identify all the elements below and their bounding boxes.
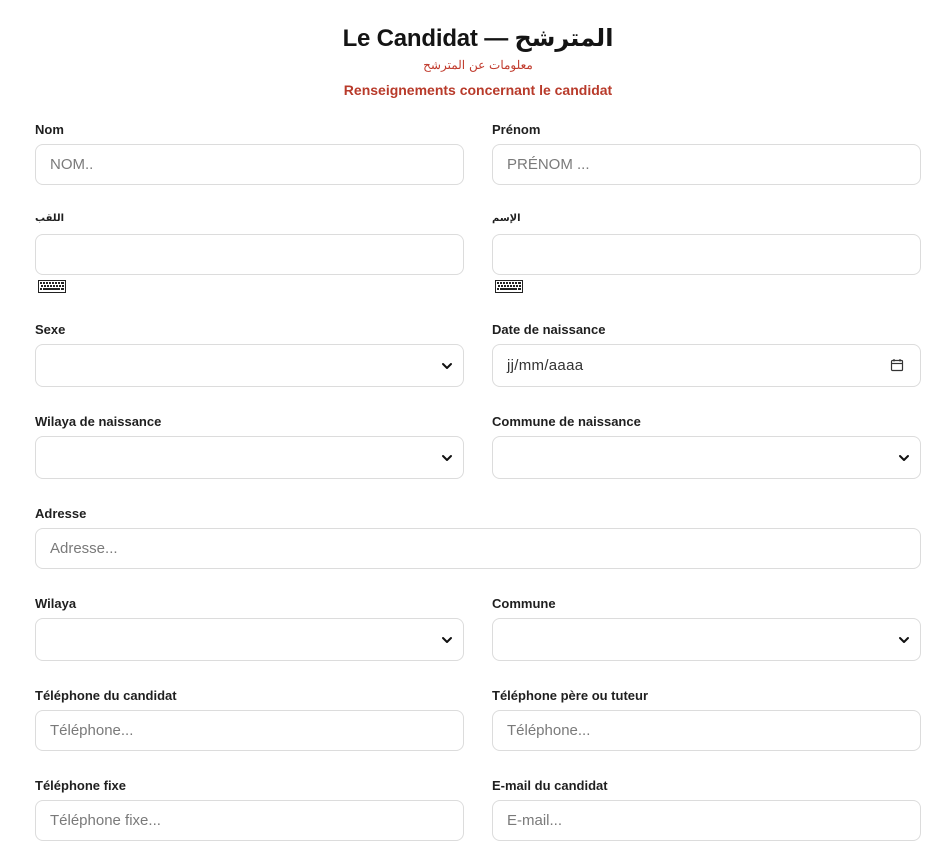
sexe-label: Sexe: [35, 322, 66, 337]
chevron-down-icon: [441, 360, 453, 372]
prenom-field: [492, 122, 921, 173]
keyboard-icon[interactable]: [38, 280, 66, 293]
wilaya-label: Wilaya: [35, 596, 77, 611]
ism-input[interactable]: [492, 234, 921, 275]
laqab-field: [35, 211, 464, 227]
prenom-label: Prénom: [492, 122, 541, 137]
adresse-label: Adresse: [35, 506, 87, 521]
prenom-placeholder: PRÉNOM ...: [507, 156, 590, 173]
nom-placeholder: NOM..: [50, 156, 94, 173]
date-placeholder: jj/mm/aaaa: [507, 357, 584, 374]
email-input[interactable]: [492, 800, 921, 841]
tel-candidat-input[interactable]: [35, 710, 464, 751]
commune-naissance-select[interactable]: [492, 436, 921, 479]
wilaya-field: [35, 596, 464, 612]
nom-input[interactable]: [35, 144, 464, 185]
ism-label: الإسم: [492, 213, 521, 224]
tel-candidat-label: Téléphone du candidat: [35, 688, 177, 703]
chevron-down-icon: [898, 452, 910, 464]
tel-pere-label: Téléphone père ou tuteur: [492, 688, 649, 703]
wilaya-select[interactable]: [35, 618, 464, 661]
calendar-icon[interactable]: [890, 358, 904, 372]
tel-candidat-field: [35, 688, 464, 739]
laqab-label: اللقب: [35, 213, 65, 224]
email-field: [492, 778, 921, 829]
sexe-select[interactable]: [35, 344, 464, 387]
nom-label: Nom: [35, 122, 64, 137]
ism-field: [492, 211, 921, 227]
page-title: Le Candidat — المترشح: [342, 25, 614, 52]
chevron-down-icon: [441, 452, 453, 464]
adresse-field: [35, 506, 921, 557]
form-header: [0, 24, 952, 100]
email-label: E-mail du candidat: [492, 778, 608, 793]
sexe-field: [35, 322, 464, 338]
arabic-subtitle: معلومات عن المترشح: [423, 58, 533, 72]
commune-naissance-field: [492, 414, 921, 430]
adresse-input[interactable]: [35, 528, 921, 569]
prenom-input[interactable]: [492, 144, 921, 185]
wilaya-naissance-field: [35, 414, 464, 430]
tel-fixe-label: Téléphone fixe: [35, 778, 127, 793]
date-naissance-input[interactable]: [492, 344, 921, 387]
keyboard-icon[interactable]: [495, 280, 523, 293]
commune-label: Commune: [492, 596, 556, 611]
tel-fixe-input[interactable]: [35, 800, 464, 841]
laqab-input[interactable]: [35, 234, 464, 275]
tel-fixe-placeholder: Téléphone fixe...: [50, 812, 161, 829]
date-naissance-label: Date de naissance: [492, 322, 606, 337]
commune-select[interactable]: [492, 618, 921, 661]
chevron-down-icon: [898, 634, 910, 646]
wilaya-naissance-select[interactable]: [35, 436, 464, 479]
tel-pere-placeholder: Téléphone...: [507, 722, 591, 739]
date-naissance-field: [492, 322, 921, 374]
tel-fixe-field: [35, 778, 464, 829]
nom-field: [35, 122, 464, 173]
section-subtitle: Renseignements concernant le candidat: [343, 82, 613, 98]
wilaya-naissance-label: Wilaya de naissance: [35, 414, 162, 429]
email-placeholder: E-mail...: [507, 812, 563, 829]
chevron-down-icon: [441, 634, 453, 646]
tel-candidat-placeholder: Téléphone...: [50, 722, 134, 739]
adresse-placeholder: Adresse...: [50, 540, 118, 557]
tel-pere-field: [492, 688, 921, 739]
commune-naissance-label: Commune de naissance: [492, 414, 641, 429]
tel-pere-input[interactable]: [492, 710, 921, 751]
commune-field: [492, 596, 921, 612]
